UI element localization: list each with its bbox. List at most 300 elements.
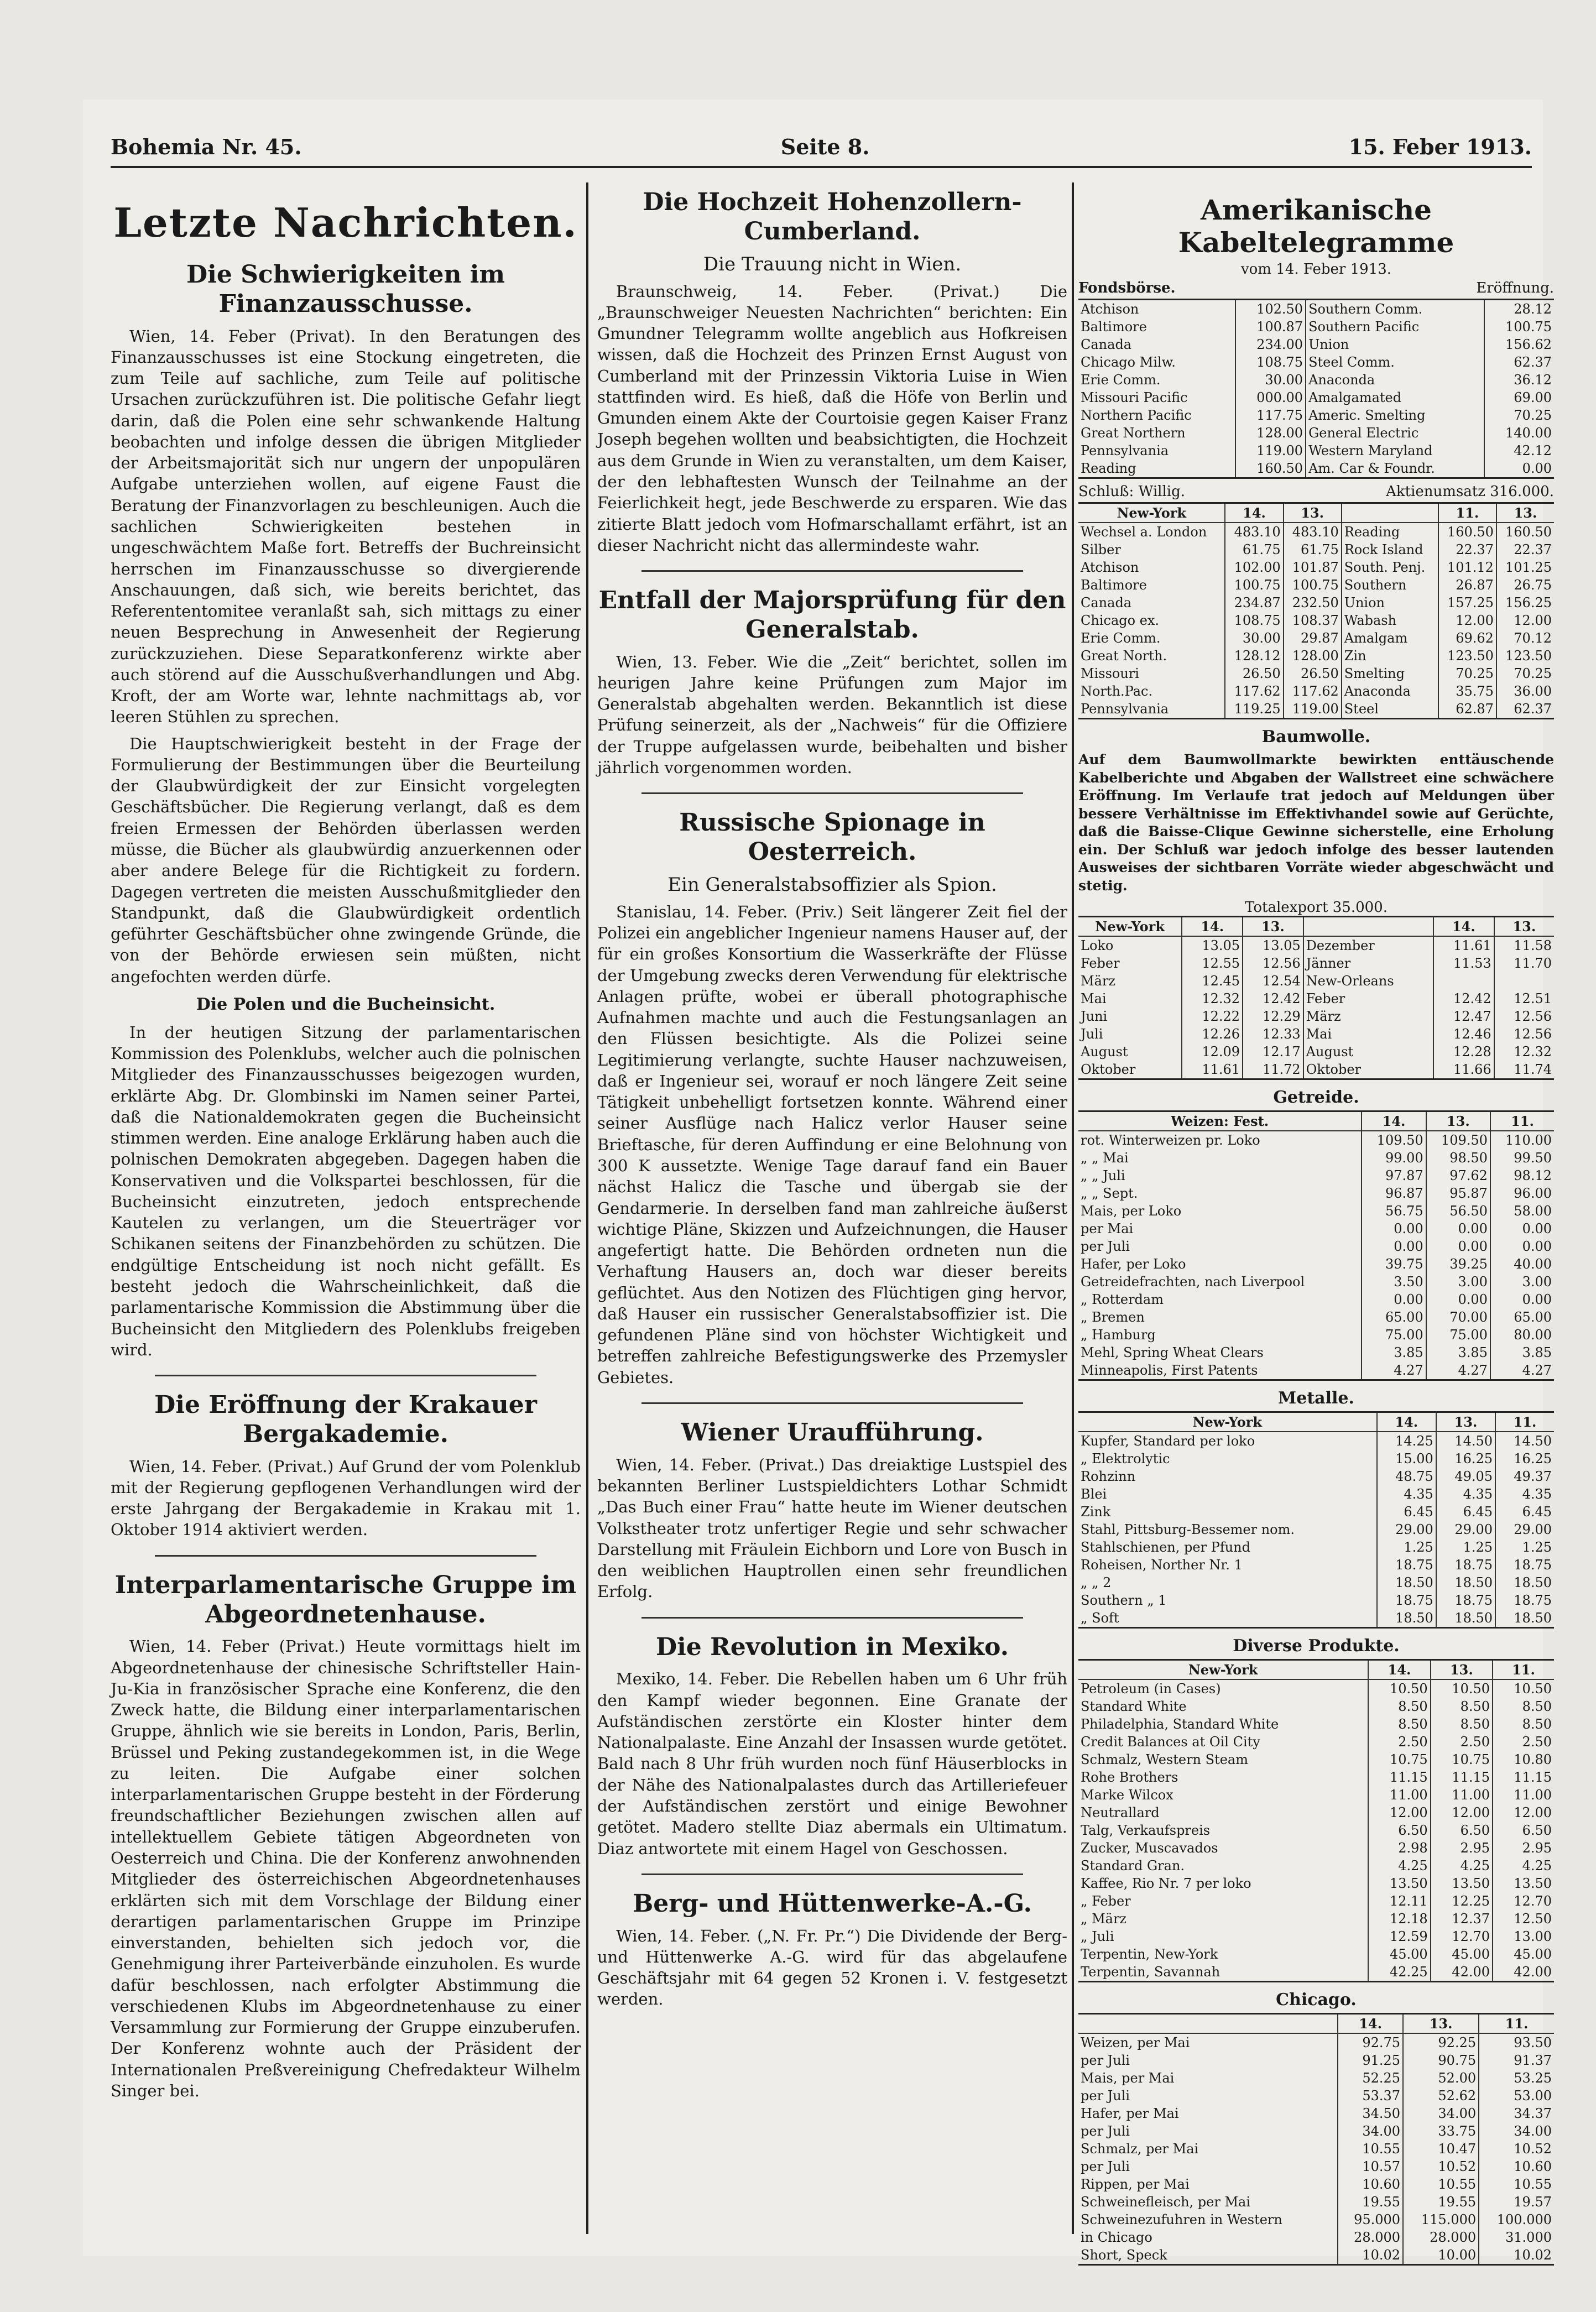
table-row xyxy=(1078,1238,1554,1255)
table-row xyxy=(1078,1538,1554,1556)
table-cell: 10.75 xyxy=(1368,1751,1430,1768)
table-cell: Atchison xyxy=(1078,559,1225,576)
table-row xyxy=(1078,424,1554,442)
table-cell: 11.15 xyxy=(1514,1770,1552,1785)
table-cell: per Mai xyxy=(1078,1220,1362,1238)
table-cell: 45.00 xyxy=(1431,1945,1493,1963)
table-row xyxy=(1078,460,1554,477)
table-cell: „ Elektrolytic xyxy=(1078,1450,1377,1468)
table-cell: Oktober xyxy=(1303,1061,1433,1078)
table-cell: 98.12 xyxy=(1514,1168,1552,1183)
table-cell: New-Orleans xyxy=(1303,972,1433,990)
table-cell: Dezember xyxy=(1303,936,1433,954)
table-header-row xyxy=(1078,917,1554,936)
table-cell: 8.50 xyxy=(1522,1699,1552,1714)
article-headline: Russische Spionage in Oesterreich. xyxy=(679,808,985,867)
column-header: 13. xyxy=(1496,504,1554,523)
table-row xyxy=(1078,1609,1554,1627)
table-cell: 101.87 xyxy=(1284,559,1342,576)
table-cell: 18.75 xyxy=(1514,1593,1552,1608)
table-cell: 110.00 xyxy=(1505,1132,1552,1148)
table-cell: 97.62 xyxy=(1426,1167,1490,1184)
table-cell: 62.87 xyxy=(1438,700,1496,718)
table-cell: 16.25 xyxy=(1436,1450,1495,1468)
table-cell: 2.95 xyxy=(1522,1840,1552,1856)
table-cell: Steel xyxy=(1342,700,1438,718)
table-cell: Union xyxy=(1342,594,1438,612)
table-cell: Terpentin, Savannah xyxy=(1078,1963,1368,1981)
ny-table-box xyxy=(1078,502,1554,719)
article-paragraph: Mexiko, 14. Feber. Die Rebellen haben um 6 Uhr früh den Kampf wieder begonnen. Eine Granate der Aufständischen zerstörte ein Kloster hinter dem Nationalpalaste. Eine Anzahl der Insassen wurde getötet. Bald nach 8 Uhr früh wurden noch fünf Häuserblocks in der Nähe des Nationalpalastes durch das Artilleriefeuer der Aufständischen zerstört und einige Bewohner getötet. Madero stellte Diaz abermals ein Ultimatum. Diaz antwortete mit einem Hagel von Geschossen. xyxy=(597,1669,1067,1858)
column-header: 14. xyxy=(1338,2014,1403,2033)
table-cell: 10.47 xyxy=(1403,2140,1479,2158)
column-header: 13. xyxy=(1431,1661,1493,1679)
table-cell: 101.12 xyxy=(1438,559,1496,576)
table-cell: 128.12 xyxy=(1225,647,1283,665)
table-cell: 92.25 xyxy=(1403,2033,1479,2052)
column-header: 14. xyxy=(1225,504,1283,523)
section-subtitle: vom 14. Feber 1913. xyxy=(1240,261,1392,278)
table-cell: Rohzinn xyxy=(1078,1468,1377,1485)
table-cell: 119.00 xyxy=(1284,700,1342,718)
table-row xyxy=(1078,1556,1554,1574)
table-cell: 14.25 xyxy=(1377,1432,1436,1450)
column-header: 14. xyxy=(1362,1112,1426,1131)
table-cell: Rohe Brothers xyxy=(1078,1768,1368,1786)
table-cell: Blei xyxy=(1078,1485,1377,1503)
table-cell: Mai xyxy=(1078,990,1182,1008)
table-cell: Reading xyxy=(1342,523,1438,541)
table-cell: 49.05 xyxy=(1436,1468,1495,1485)
table-cell: 11.15 xyxy=(1368,1768,1430,1786)
table-row xyxy=(1078,629,1554,647)
table-cell: Minneapolis, First Patents xyxy=(1078,1361,1362,1379)
table-row xyxy=(1078,1184,1554,1202)
table-row xyxy=(1078,682,1554,700)
table-row xyxy=(1078,1698,1554,1715)
table-cell: 6.45 xyxy=(1522,1504,1552,1520)
table-row xyxy=(1078,612,1554,629)
table-cell: Erie Comm. xyxy=(1078,371,1235,389)
table-cell: Northern Pacific xyxy=(1078,406,1235,424)
table-row xyxy=(1078,2069,1554,2087)
table-row xyxy=(1078,1273,1554,1291)
table-cell: 10.00 xyxy=(1403,2246,1479,2264)
table-cell: 0.00 xyxy=(1426,1291,1490,1308)
table-cell: 52.00 xyxy=(1403,2069,1479,2087)
table-cell: Stahlschienen, per Pfund xyxy=(1078,1538,1377,1556)
table-header-row xyxy=(1078,2014,1554,2033)
table-cell: 8.50 xyxy=(1522,1716,1552,1732)
opening-label: Eröffnung. xyxy=(1476,280,1554,296)
table-cell: 12.09 xyxy=(1182,1043,1243,1061)
table-row xyxy=(1078,2175,1554,2193)
article-paragraph: Stanislau, 14. Feber. (Priv.) Seit längerer Zeit fiel der Polizei ein angeblicher Ingenieur namens Hauser auf, der für ein großes Konsortium die Wasserkräfte der Flüsse der Umgebung zwecks deren Verwendung für elektrische Anlagen prüfte, wobei er überall photographische Aufnahmen machte und auch die Festungsanlagen an den Flüssen besichtigte. Als die Polizei seine Legitimierung verlangte, suchte Hauser nachzuweisen, daß er Ingenieur sei, worauf er noch längere Zeit seine Tätigkeit unbehelligt fortsetzen konnte. Während einer seiner Ausflüge nach Halicz verlor Hauser seine Brieftasche, für deren Auffindung er eine Belohnung von 300 K aussetzte. Wenige Tage darauf fand ein Bauer nächst Halicz die Tasche und übergab sie der Gendarmerie. In derselben fand man zahlreiche äußerst wichtige Pläne, Skizzen und Aufzeichnungen, die Hauser angefertigt hatte. Die Behörden ordneten nun die Verhaftung Hausers an, doch war dieser bereits geflüchtet. Aus den Notizen des Flüchtigen ging hervor, daß Hauser ein russischer Generalstabsoffizier ist. Die gefundenen Pläne sind von höchster Wichtigkeit und betreffen zahlreiche Befestigungswerke des Przemysler Gebietes. xyxy=(597,902,1067,1387)
table-row xyxy=(1078,1892,1554,1910)
table-row xyxy=(1078,1326,1554,1344)
table-cell: 12.00 xyxy=(1514,613,1552,628)
table-cell: Smelting xyxy=(1342,665,1438,682)
table-row xyxy=(1078,2052,1554,2069)
table-cell: 12.45 xyxy=(1182,972,1243,990)
table-cell: Mehl, Spring Wheat Clears xyxy=(1078,1344,1362,1361)
table-row xyxy=(1078,936,1554,954)
table-cell: 26.50 xyxy=(1225,665,1283,682)
table-cell: 3.85 xyxy=(1426,1344,1490,1361)
separator xyxy=(155,1555,536,1557)
table-cell: 10.55 xyxy=(1338,2140,1403,2158)
separator xyxy=(641,1873,1023,1875)
separator xyxy=(641,792,1023,794)
column-header: New-York xyxy=(1078,504,1225,523)
column-header: New-York xyxy=(1078,1413,1377,1432)
grain-table xyxy=(1078,1112,1554,1379)
table-cell: „ „ 2 xyxy=(1078,1574,1377,1591)
table-row xyxy=(1078,1574,1554,1591)
chicago-table xyxy=(1078,2014,1554,2264)
table-cell: 39.75 xyxy=(1362,1255,1426,1273)
column-header: New-York xyxy=(1078,917,1182,936)
table-cell: 26.87 xyxy=(1438,576,1496,594)
table-cell xyxy=(1433,972,1494,990)
table-row xyxy=(1078,2229,1554,2246)
table-cell: August xyxy=(1078,1043,1182,1061)
issue-number: Bohemia Nr. 45. xyxy=(111,134,302,159)
article-paragraph: Wien, 14. Feber. („N. Fr. Pr.“) Die Dividende der Berg- und Hüttenwerke A.-G. wird für das abgelaufene Geschäftsjahr mit 64 gegen 52 Kronen i. V. festgesetzt werden. xyxy=(597,1926,1067,2009)
table-cell: 18.75 xyxy=(1436,1556,1495,1574)
table-cell: 119.25 xyxy=(1225,700,1283,718)
table-row xyxy=(1078,1131,1554,1149)
table-cell: März xyxy=(1303,1008,1433,1025)
table-cell: 53.37 xyxy=(1338,2087,1403,2105)
metals-table xyxy=(1078,1413,1554,1627)
table-cell: Atchison xyxy=(1078,300,1235,318)
table-cell: 42.00 xyxy=(1514,1964,1552,1980)
table-cell: 10.55 xyxy=(1403,2175,1479,2193)
table-cell: 69.62 xyxy=(1438,629,1496,647)
table-cell: 53.00 xyxy=(1514,2088,1552,2104)
table-cell: Mais, per Mai xyxy=(1078,2069,1338,2087)
table-cell: 14.50 xyxy=(1514,1433,1552,1449)
table-cell: 11.00 xyxy=(1368,1786,1430,1804)
table-row xyxy=(1078,700,1554,718)
table-cell: Western Maryland xyxy=(1306,442,1484,460)
table-cell: 12.56 xyxy=(1514,1009,1552,1024)
table-cell: 13.50 xyxy=(1514,1876,1552,1891)
table-cell: Petroleum (in Cases) xyxy=(1078,1679,1368,1698)
table-title: Diverse Produkte. xyxy=(1233,1636,1400,1656)
table-cell: 53.25 xyxy=(1514,2070,1552,2086)
table-cell: 34.00 xyxy=(1338,2122,1403,2140)
section-title: Amerikanische Kabeltelegramme xyxy=(1178,194,1454,259)
table-cell: 234.00 xyxy=(1235,336,1306,353)
table-cell: 12.32 xyxy=(1182,990,1243,1008)
table-row xyxy=(1078,523,1554,541)
column-header xyxy=(1342,504,1438,523)
table-cell: 75.00 xyxy=(1362,1326,1426,1344)
table-cell: 28.000 xyxy=(1403,2229,1479,2246)
table-cell: 95.87 xyxy=(1426,1184,1490,1202)
products-table xyxy=(1078,1661,1554,1981)
table-cell: 10.57 xyxy=(1338,2158,1403,2175)
column-header: Weizen: Fest. xyxy=(1078,1112,1362,1131)
article-headline: Wiener Uraufführung. xyxy=(681,1418,984,1447)
table-cell: Reading xyxy=(1078,460,1235,477)
table-cell: 0.00 xyxy=(1522,1292,1552,1307)
table-cell xyxy=(1494,972,1554,990)
metals-table-box xyxy=(1078,1411,1554,1629)
table-cell: 70.00 xyxy=(1426,1308,1490,1326)
table-row xyxy=(1078,594,1554,612)
table-cell: 12.70 xyxy=(1514,1893,1552,1909)
table-cell: 6.45 xyxy=(1377,1503,1436,1521)
table-cell: 4.25 xyxy=(1522,1858,1552,1873)
section-title: Letzte Nachrichten. xyxy=(113,199,578,246)
table-cell: 65.00 xyxy=(1514,1309,1552,1325)
article-paragraph: Wien, 14. Feber. (Privat.) Das dreiaktige Lustspiel des bekannten Berliner Lustspieldichters Lothar Schmidt „Das Buch einer Frau“ hatte heute im Wiener deutschen Volkstheater trotz unfertiger Regie und sehr schwacher Darstellung mit Fräulein Eichborn und Lore von Busch in den weiblichen Hauptrollen einen sehr freundlichen Erfolg. xyxy=(597,1455,1067,1601)
table-cell: Great Northern xyxy=(1078,424,1235,442)
table-row xyxy=(1078,1910,1554,1928)
table-cell: 99.50 xyxy=(1514,1150,1552,1166)
table-row xyxy=(1078,1928,1554,1945)
table-cell: Terpentin, New-York xyxy=(1078,1945,1368,1963)
table-row xyxy=(1078,665,1554,682)
table-cell: 13.05 xyxy=(1182,936,1243,954)
table-row xyxy=(1078,1751,1554,1768)
table-row xyxy=(1078,1485,1554,1503)
table-cell: 6.50 xyxy=(1368,1822,1430,1839)
table-cell: 11.15 xyxy=(1431,1768,1493,1786)
table-cell: 10.02 xyxy=(1338,2246,1403,2264)
table-cell: 12.22 xyxy=(1182,1008,1243,1025)
table-cell: 11.72 xyxy=(1243,1061,1303,1078)
table-cell: 62.37 xyxy=(1514,354,1552,370)
table-cell: Pennsylvania xyxy=(1078,700,1225,718)
table-row xyxy=(1078,353,1554,371)
table-cell: 0.00 xyxy=(1522,1221,1552,1236)
table-cell: 8.50 xyxy=(1368,1715,1430,1733)
table-cell: 70.25 xyxy=(1438,665,1496,682)
table-cell: 12.32 xyxy=(1514,1044,1552,1060)
table-cell: Kaffee, Rio Nr. 7 per loko xyxy=(1078,1875,1368,1892)
table-cell: 4.25 xyxy=(1368,1857,1430,1875)
table-row xyxy=(1078,2140,1554,2158)
table-cell: 4.27 xyxy=(1362,1361,1426,1379)
table-cell: 14.50 xyxy=(1436,1432,1495,1450)
table-row xyxy=(1078,1344,1554,1361)
table-cell: 100.000 xyxy=(1496,2212,1552,2227)
table-header-row xyxy=(1078,1661,1554,1679)
column-header: 11. xyxy=(1438,504,1496,523)
table-cell: Zin xyxy=(1342,647,1438,665)
table-row xyxy=(1078,1149,1554,1167)
table-row xyxy=(1078,1521,1554,1538)
table-cell: 13.50 xyxy=(1431,1875,1493,1892)
table-cell: 0.00 xyxy=(1362,1220,1426,1238)
table-cell: 3.50 xyxy=(1362,1273,1426,1291)
table-cell: 26.50 xyxy=(1284,665,1342,682)
table-cell: 483.10 xyxy=(1225,523,1283,541)
table-cell: Getreidefrachten, nach Liverpool xyxy=(1078,1273,1362,1291)
table-row xyxy=(1078,1361,1554,1379)
table-cell: Mai xyxy=(1303,1025,1433,1043)
article-headline: Die Revolution in Mexiko. xyxy=(655,1632,1009,1661)
table-cell: Standard Gran. xyxy=(1078,1857,1368,1875)
table-cell: „ Hamburg xyxy=(1078,1326,1362,1344)
column-header: 14. xyxy=(1368,1661,1430,1679)
table-cell: „ Bremen xyxy=(1078,1308,1362,1326)
table-cell: 96.87 xyxy=(1362,1184,1426,1202)
table-cell: per Juli xyxy=(1078,2052,1338,2069)
column-3 xyxy=(1078,182,1554,2263)
table-cell: Baltimore xyxy=(1078,318,1235,336)
page-header xyxy=(111,127,1532,168)
table-cell: 128.00 xyxy=(1284,647,1342,665)
table-cell: 2.50 xyxy=(1431,1733,1493,1751)
table-cell: 12.42 xyxy=(1433,990,1494,1008)
table-cell: Schweinefleisch, per Mai xyxy=(1078,2193,1338,2211)
column-header: 13. xyxy=(1403,2014,1479,2033)
table-cell: 40.00 xyxy=(1514,1256,1552,1272)
table-cell: Missouri Pacific xyxy=(1078,389,1235,406)
table-cell: März xyxy=(1078,972,1182,990)
table-cell: Anaconda xyxy=(1342,682,1438,700)
table-cell: 160.50 xyxy=(1505,524,1552,540)
table-cell: 29.00 xyxy=(1436,1521,1495,1538)
table-cell: 91.37 xyxy=(1514,2053,1552,2068)
table-cell: 109.50 xyxy=(1362,1131,1426,1149)
table-cell: 3.85 xyxy=(1522,1345,1552,1360)
table-cell: 28.12 xyxy=(1514,301,1552,317)
table-row xyxy=(1078,2246,1554,2264)
table-row xyxy=(1078,1822,1554,1839)
table-cell: 10.52 xyxy=(1514,2141,1552,2157)
article-headline: Entfall der Majorsprüfung für den Generalstab. xyxy=(598,586,1066,644)
article-headline: Die Schwierigkeiten im Finanzausschusse. xyxy=(186,260,505,318)
table-cell: Roheisen, Norther Nr. 1 xyxy=(1078,1556,1377,1574)
table-cell: 0.00 xyxy=(1522,461,1552,476)
table-title: Getreide. xyxy=(1273,1088,1359,1107)
table-row xyxy=(1078,1220,1554,1238)
table-cell: 10.60 xyxy=(1338,2175,1403,2193)
table-cell: 11.00 xyxy=(1514,1787,1552,1803)
table-cell: 12.18 xyxy=(1368,1910,1430,1928)
table-cell: Wechsel a. London xyxy=(1078,523,1225,541)
table-cell: 12.56 xyxy=(1243,954,1303,972)
table-cell: 160.50 xyxy=(1438,523,1496,541)
table-cell: 97.87 xyxy=(1362,1167,1426,1184)
table-cell: 117.75 xyxy=(1235,406,1306,424)
table-row xyxy=(1078,1043,1554,1061)
table-cell: Hafer, per Loko xyxy=(1078,1255,1362,1273)
cotton-table xyxy=(1078,917,1554,1078)
table-cell: rot. Winterweizen pr. Loko xyxy=(1078,1131,1362,1149)
table-cell: 96.00 xyxy=(1514,1186,1552,1201)
table-row xyxy=(1078,2087,1554,2105)
table-cell: 18.50 xyxy=(1436,1609,1495,1627)
table-cell: 80.00 xyxy=(1514,1327,1552,1343)
table-cell: North.Pac. xyxy=(1078,682,1225,700)
table-cell: 12.50 xyxy=(1514,1911,1552,1927)
article-paragraph: Wien, 14. Feber (Privat). In den Beratungen des Finanzausschusses ist eine Stockung eingetreten, die zum Teile auf sachliche, zum Teile auf politische Ursachen zurückzuführen ist. Die politische Gefahr liegt darin, daß die Polen eine sehr schwankende Haltung beobachten und infolge dessen die übrigen Mitglieder der Arbeitsmajorität sich nur ungern der unpopulären Aufgabe unterziehen wollen, auf eigene Faust die Beratung der Finanzvorlagen zu beschleunigen. Auch die sachlichen Schwierigkeiten bestehen in ungeschwächtem Maße fort. Betreffs der Buchreinsicht herrschen im Finanzausschusse so divergierende Anschauungen, daß sich, wie bereits berichtet, das Referententomitee veranlaßt sah, sich mittags zu einer neuen Besprechung in Anwesenheit der Regierung zurückzuziehen. Diese Separatkonferenz wirkte aber auch störend auf die Ausschußverhandlungen und Abg. Kroft, der am Worte war, lehnte nachmittags ab, vor leeren Stühlen zu sprechen. xyxy=(111,326,581,727)
table-cell: 56.50 xyxy=(1426,1202,1490,1220)
table-row xyxy=(1078,2158,1554,2175)
table-cell: Juli xyxy=(1078,1025,1182,1043)
table-cell: 61.75 xyxy=(1284,541,1342,559)
table-cell: 156.62 xyxy=(1505,337,1552,352)
table-cell: Americ. Smelting xyxy=(1306,406,1484,424)
grain-table-box xyxy=(1078,1110,1554,1381)
table-cell: 18.75 xyxy=(1377,1556,1436,1574)
table-row xyxy=(1078,576,1554,594)
table-row xyxy=(1078,371,1554,389)
table-cell: 70.12 xyxy=(1514,630,1552,646)
table-cell: per Juli xyxy=(1078,2158,1338,2175)
table-cell: 0.00 xyxy=(1522,1239,1552,1254)
table-cell: 75.00 xyxy=(1426,1326,1490,1344)
table-row xyxy=(1078,406,1554,424)
table-cell: 12.28 xyxy=(1433,1043,1494,1061)
column-header: 13. xyxy=(1243,917,1303,936)
table-cell: Juni xyxy=(1078,1008,1182,1025)
table-cell: 156.25 xyxy=(1505,595,1552,610)
table-row xyxy=(1078,1008,1554,1025)
fonds-table xyxy=(1078,300,1554,477)
table-cell: Canada xyxy=(1078,594,1225,612)
table-cell: 234.87 xyxy=(1225,594,1283,612)
cotton-note: Auf dem Baumwollmarkte bewirkten enttäuschende Kabelberichte und Abgaben der Wallstreet eine schwächere Eröffnung. Im Verlaufe trat jedoch auf Meldungen über bessere Verhältnisse im Effektivhandel sowie auf Gerüchte, daß die Baisse-Clique Gewinne sicherstelle, eine Erholung ein. Der Schluß war jedoch infolge des besser lautenden Ausweises der sichtbaren Vorräte wieder abgeschwächt und stetig. xyxy=(1078,751,1554,894)
table-cell: 10.75 xyxy=(1431,1751,1493,1768)
fonds-header xyxy=(1078,280,1554,296)
chicago-table-box xyxy=(1078,2013,1554,2266)
table-cell: 35.75 xyxy=(1438,682,1496,700)
article-headline: Die Eröffnung der Krakauer Bergakademie. xyxy=(154,1391,537,1448)
table-cell: Rippen, per Mai xyxy=(1078,2175,1338,2193)
table-cell: 90.75 xyxy=(1403,2052,1479,2069)
table-cell: 2.98 xyxy=(1368,1839,1430,1857)
table-cell: 3.00 xyxy=(1522,1274,1552,1290)
table-row xyxy=(1078,647,1554,665)
table-cell: 19.55 xyxy=(1403,2193,1479,2211)
table-row xyxy=(1078,559,1554,576)
table-row xyxy=(1078,1468,1554,1485)
article-paragraph: Wien, 14. Feber. (Privat.) Auf Grund der vom Polenklub mit der Regierung gepflogenen Verhandlungen wird der erste Jahrgang der Bergakademie in Krakau mit 1. Oktober 1914 aktiviert werden. xyxy=(111,1457,581,1539)
table-cell: Baltimore xyxy=(1078,576,1225,594)
column-header: 14. xyxy=(1182,917,1243,936)
table-row xyxy=(1078,1715,1554,1733)
table-cell: 4.27 xyxy=(1426,1361,1490,1379)
table-cell: 18.75 xyxy=(1377,1591,1436,1609)
table-cell: Chicago ex. xyxy=(1078,612,1225,629)
table-cell: 157.25 xyxy=(1438,594,1496,612)
table-cell: Steel Comm. xyxy=(1306,353,1484,371)
table-cell: Credit Balances at Oil City xyxy=(1078,1733,1368,1751)
table-cell: 22.37 xyxy=(1514,542,1552,557)
column-rule xyxy=(1072,182,1074,2234)
table-row xyxy=(1078,2033,1554,2052)
table-cell: „ „ Sept. xyxy=(1078,1184,1362,1202)
table-cell: 102.50 xyxy=(1235,300,1306,318)
article-paragraph: Die Hauptschwierigkeit besteht in der Frage der Formulierung der Bestimmungen über die Beurteilung der Glaubwürdigkeit der zur Einsicht vorgelegten Geschäftsbücher. Die Regierung verlangt, daß es dem freien Ermessen der Behörden überlassen werden müsse, die Bücher als glaubwürdig anzuerkennen oder aber andere Belege für die Richtigkeit zu fordern. Dagegen vertreten die meisten Ausschußmitglieder den Standpunkt, daß die Glaubwürdigkeit ordentlich geführter Geschäftsbücher ohne zwingende Gründe, die von der Behörde erwiesen sein müßten, nicht angefochten werden dürfe. xyxy=(111,734,581,986)
table-cell: 10.50 xyxy=(1431,1679,1493,1698)
table-cell: General Electric xyxy=(1306,424,1484,442)
table-cell: 0.00 xyxy=(1362,1238,1426,1255)
separator xyxy=(641,570,1023,572)
table-cell: 4.35 xyxy=(1377,1485,1436,1503)
table-cell: Missouri xyxy=(1078,665,1225,682)
table-cell: 39.25 xyxy=(1426,1255,1490,1273)
table-cell: 12.33 xyxy=(1243,1025,1303,1043)
